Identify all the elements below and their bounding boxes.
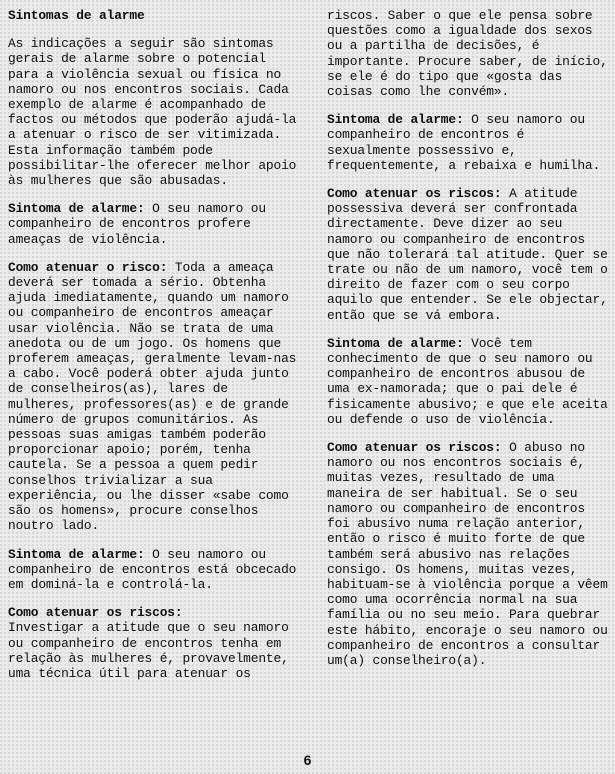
alarm-text: O seu namoro ou companheiro de encontros está obcecado em dominá-la e controlá-la. (8, 546, 297, 592)
risk-advice-3 (327, 186, 610, 323)
risk-text: Toda a ameaça deverá ser tomada a sério. Obtenha ajuda imediatamente, quando um namoro ou companheiro de encontros ameaçar usar violência. Não se trata de uma anedota ou de um jogo. Os homens que proferem ameaças, geralmente levam-nas a cabo. Você poderá obter ajuda junto de conselheiros(as), lares de mulheres, professores(as) e de grande número de grupos comunitários. As pessoas suas amigas também poderão proporcionar apoio; porém, tenha cautela. Se a pessoa a quem pedir conselhos trivializar a sua experiência, ou lhe disser «sabe como são os homens», procure conselhos noutro lado. (8, 259, 297, 534)
alarm-label: Sintoma de alarme: (327, 112, 464, 128)
risk-advice-4 (327, 440, 610, 668)
risk-advice-2-continued: riscos. Saber o que ele pensa sobre questões como a igualdade dos sexos ou a partilha de decisões, é importante. Procure saber, de início, se ele é do tipo que «gosta das coisas como lhe convém». (327, 8, 608, 100)
intro-paragraph: As indicações a seguir são sintomas gerais de alarme sobre o potencial para a violência sexual ou física no namoro ou nos encontros sociais. Cada exemplo de alarme é acompanhado de factos ou métodos que poderão ajudá-la a atenuar o risco de ser vitimizada. Esta informação também pode possibilitar-lhe oferecer melhor apoio às mulheres que são abusadas. (8, 36, 297, 189)
risk-advice-1 (8, 260, 298, 534)
alarm-sign-4 (327, 336, 610, 427)
risk-label: Como atenuar o risco: (8, 259, 168, 275)
left-column (8, 8, 298, 694)
risk-text: A atitude possessiva deverá ser confrontada directamente. Deve dizer ao seu namoro ou companheiro de encontros que não tolerará tal atitude. Quer se trate ou não de um namoro, você tem o direito de fazer com o seu corpo aquilo que entender. Se ele objectar, então que se vá embora. (327, 186, 608, 323)
risk-text: Investigar a atitude que o seu namoro ou companheiro de encontros tenha em relação às mulheres é, provavelmente, uma técnica útil para atenuar os (8, 620, 289, 681)
risk-label: Como atenuar os riscos: (8, 605, 183, 621)
alarm-label: Sintoma de alarme: (8, 546, 145, 562)
alarm-text: O seu namoro ou companheiro de encontros é sexualmente possessivo e, frequentemente, a rebaixa e humilha. (327, 112, 601, 173)
risk-label: Como atenuar os riscos: (327, 186, 502, 202)
alarm-text: Você tem conhecimento de que o seu namoro ou companheiro de encontros abusou de uma ex-namorada; que o pai dele é fisicamente abusivo; e que ele aceita ou defende o uso de violência. (327, 335, 608, 427)
alarm-text: O seu namoro ou companheiro de encontros profere ameaças de violência. (8, 201, 266, 247)
alarm-sign-1 (8, 201, 298, 247)
alarm-sign-3 (327, 112, 610, 173)
risk-label: Como atenuar os riscos: (327, 440, 502, 456)
alarm-label: Sintoma de alarme: (327, 335, 464, 351)
page-number: 6 (303, 752, 312, 768)
section-title: Sintomas de alarme (8, 8, 145, 23)
alarm-sign-2 (8, 547, 298, 593)
risk-text: O abuso no namoro ou nos encontros sociais é, muitas vezes, resultado de uma maneira de ser habitual. Se o seu namoro ou companheiro de encontros foi abusivo numa relação anterior, então o risco é muito forte de que também será abusivo nas relações consigo. Os homens, muitas vezes, habituam-se à violência porque a vêem como uma ocorrência normal na sua família ou no seu meio. Para quebrar este hábito, encoraje o seu namoro ou companheiro de encontros a consultar um(a) conselheiro(a). (327, 440, 608, 668)
alarm-label: Sintoma de alarme: (8, 201, 145, 217)
risk-advice-2 (8, 605, 298, 681)
right-column (327, 8, 610, 681)
